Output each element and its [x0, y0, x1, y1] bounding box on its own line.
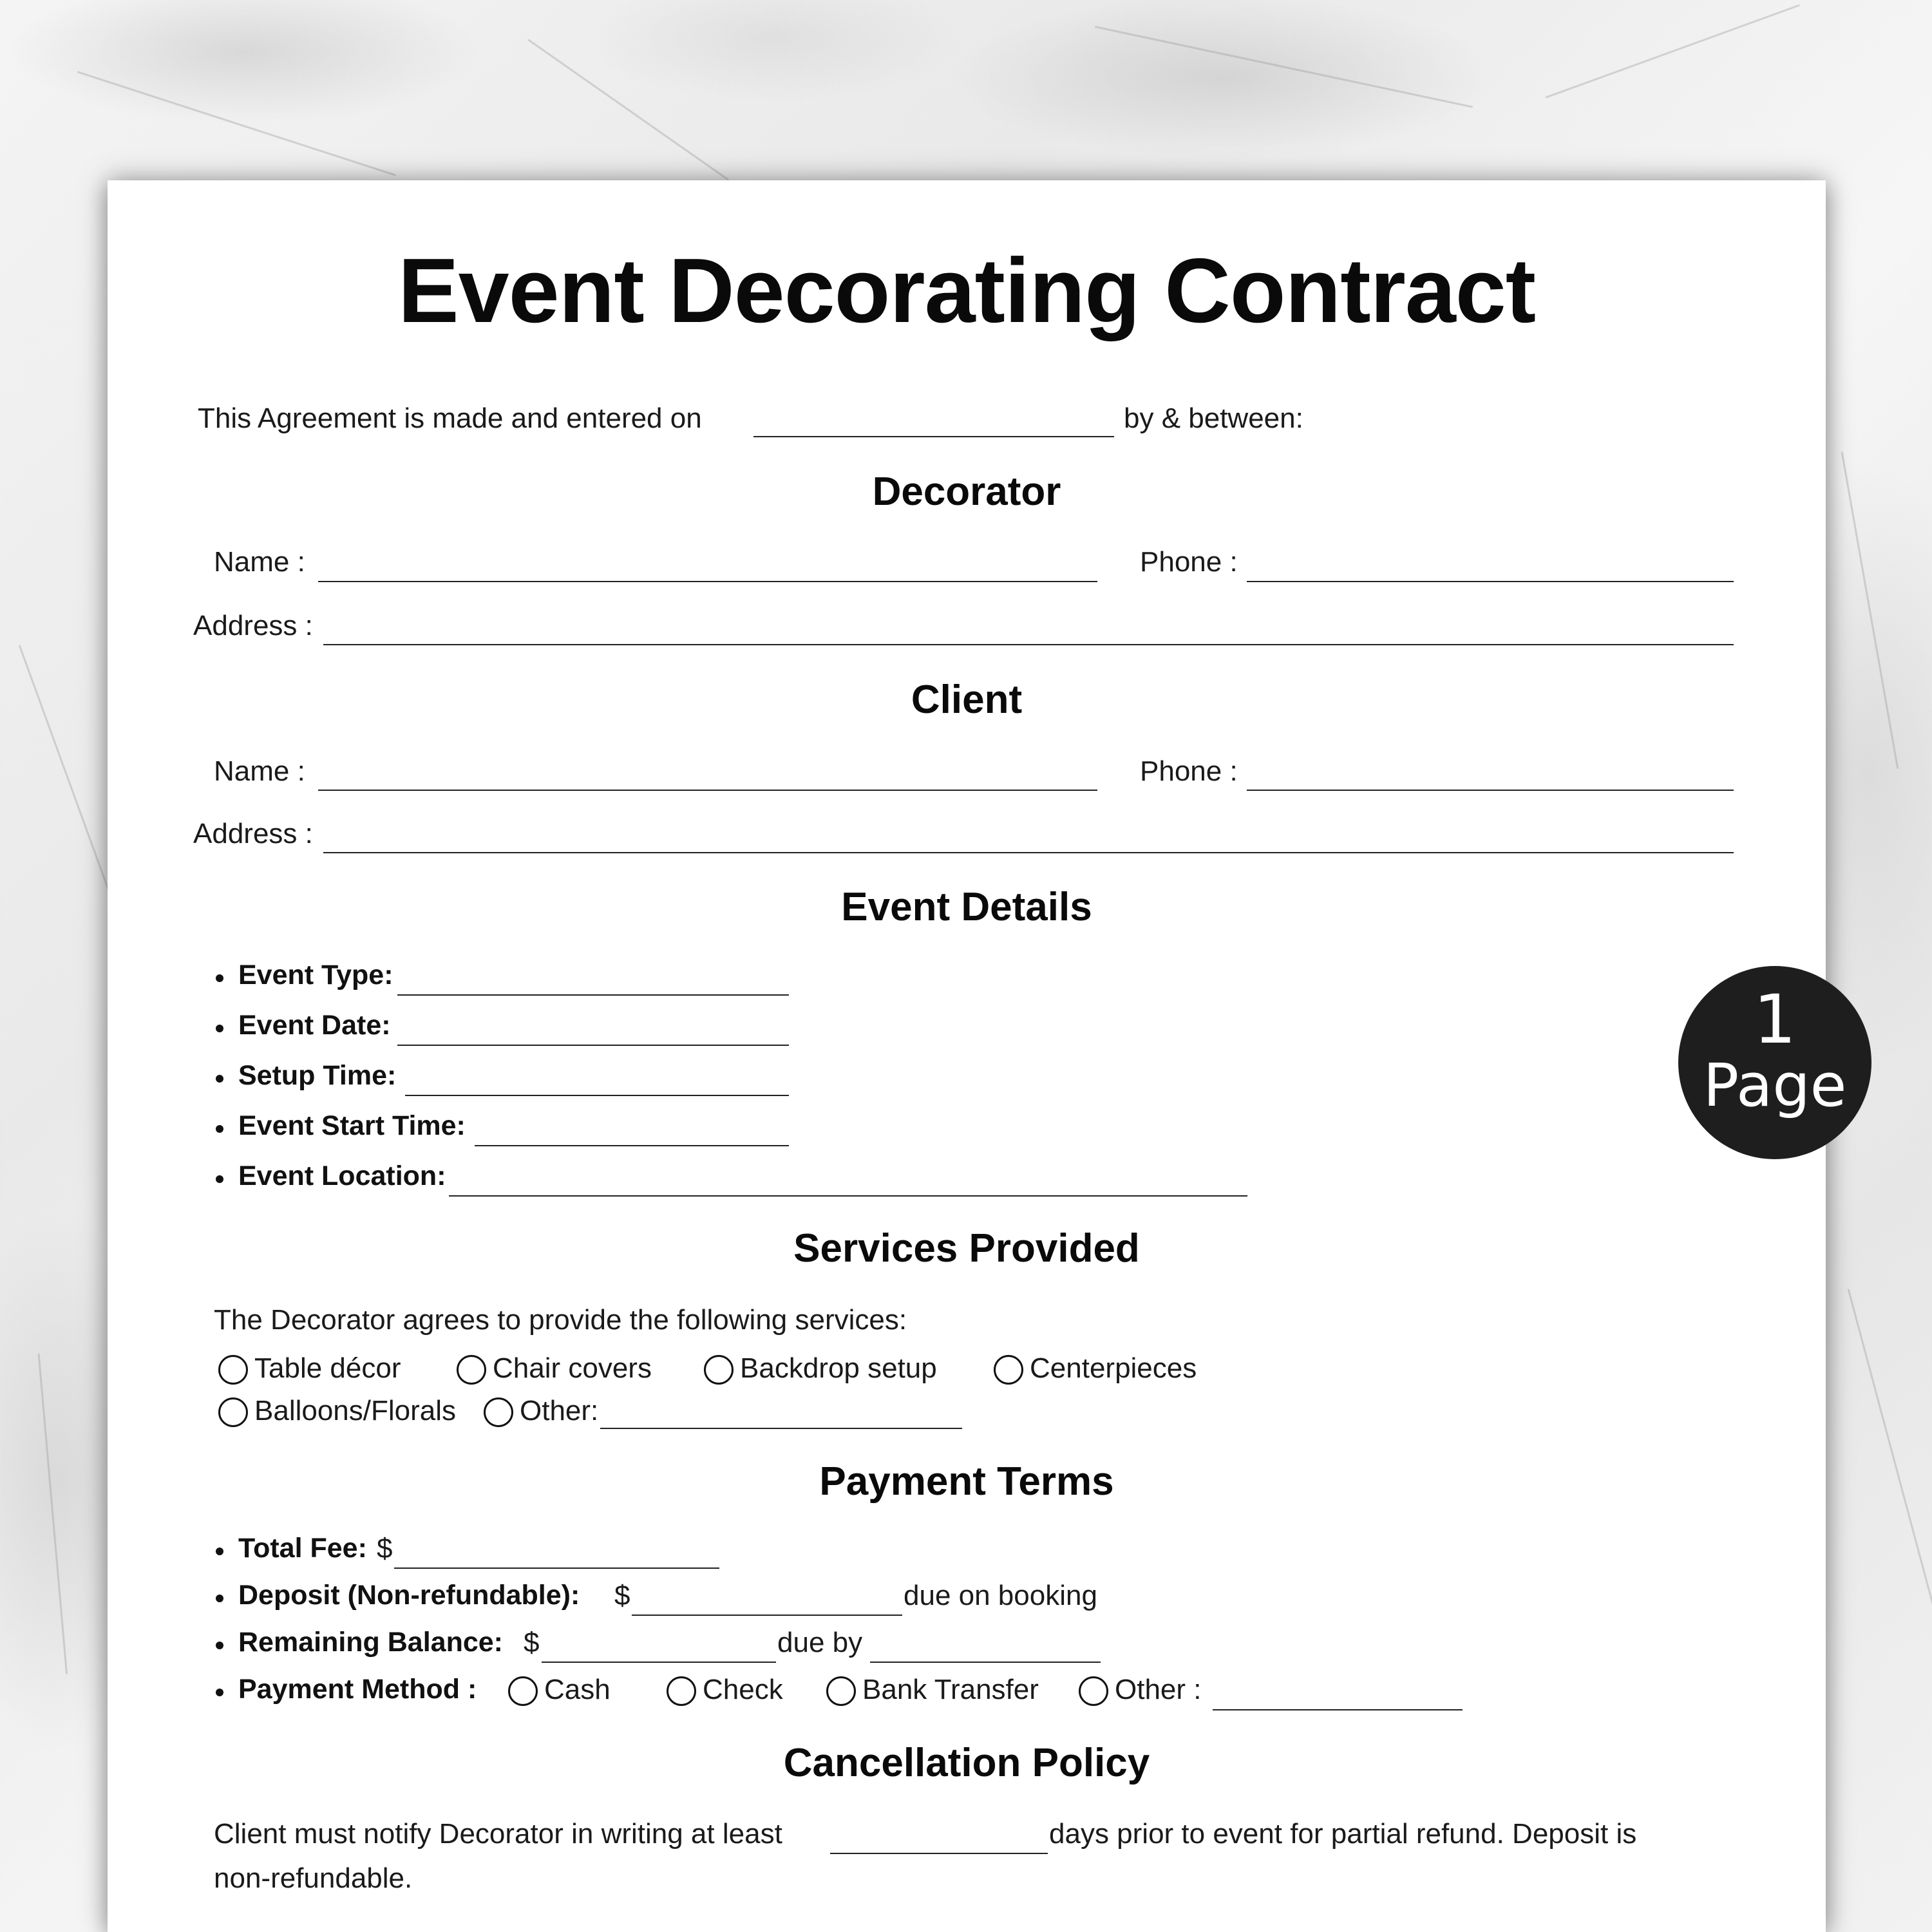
- total-fee-field[interactable]: [394, 1567, 719, 1569]
- service-table-decor-radio[interactable]: [218, 1355, 248, 1385]
- bullet: [216, 1689, 223, 1696]
- setup-time-field[interactable]: [405, 1095, 789, 1096]
- event-start-time-field[interactable]: [475, 1145, 789, 1146]
- service-other-radio[interactable]: [484, 1397, 513, 1427]
- event-location-field[interactable]: [449, 1195, 1247, 1197]
- total-fee-currency: $: [377, 1533, 393, 1564]
- contract-sheet: [108, 180, 1826, 1932]
- deposit-label: Deposit (Non-refundable):: [238, 1580, 580, 1611]
- marble-vein: [1841, 451, 1899, 769]
- service-centerpieces-radio[interactable]: [994, 1355, 1023, 1385]
- service-centerpieces-label: Centerpieces: [1030, 1352, 1197, 1384]
- payment-method-label: Payment Method :: [238, 1674, 477, 1705]
- services-heading: Services Provided: [793, 1226, 1140, 1271]
- intro-prefix: This Agreement is made and entered on: [198, 402, 702, 434]
- cancellation-heading: Cancellation Policy: [783, 1741, 1150, 1785]
- cancellation-text-line2: non-refundable.: [214, 1862, 413, 1894]
- event-date-field[interactable]: [397, 1045, 789, 1046]
- decorator-heading: Decorator: [872, 469, 1061, 514]
- page-count-number: 1: [1753, 980, 1797, 1059]
- marble-vein: [1095, 26, 1473, 108]
- total-fee-label: Total Fee:: [238, 1533, 367, 1564]
- cancellation-text-prefix: Client must notify Decorator in writing at least: [214, 1818, 782, 1850]
- decorator-name-label: Name :: [214, 546, 305, 578]
- remaining-due-by: due by: [777, 1627, 863, 1658]
- payment-cash-radio[interactable]: [508, 1676, 538, 1706]
- cancellation-text-suffix: days prior to event for partial refund. Deposit is: [1049, 1818, 1637, 1850]
- agreement-date-field[interactable]: [753, 436, 1114, 437]
- decorator-phone-field[interactable]: [1247, 581, 1734, 582]
- marble-vein: [1848, 1289, 1932, 1662]
- page-count-word: Page: [1703, 1051, 1847, 1120]
- client-name-label: Name :: [214, 755, 305, 787]
- services-intro: The Decorator agrees to provide the following services:: [214, 1304, 907, 1336]
- bullet: [216, 1595, 223, 1602]
- marble-vein: [527, 39, 729, 180]
- marble-vein: [38, 1353, 68, 1674]
- service-balloons-florals-radio[interactable]: [218, 1397, 248, 1427]
- event-location-label: Event Location:: [238, 1160, 446, 1191]
- bullet: [216, 1548, 223, 1555]
- bullet: [216, 974, 223, 982]
- service-balloons-florals-label: Balloons/Florals: [254, 1395, 457, 1426]
- cancellation-days-field[interactable]: [830, 1853, 1048, 1854]
- client-address-field[interactable]: [323, 852, 1734, 853]
- service-other-label: Other:: [520, 1395, 599, 1426]
- marble-vein: [77, 71, 396, 176]
- decorator-phone-label: Phone :: [1140, 546, 1238, 578]
- client-phone-field[interactable]: [1247, 790, 1734, 791]
- intro-suffix: by & between:: [1124, 402, 1303, 434]
- client-name-field[interactable]: [318, 790, 1097, 791]
- service-backdrop-setup-label: Backdrop setup: [740, 1352, 937, 1384]
- deposit-currency: $: [614, 1580, 630, 1611]
- event-date-label: Event Date:: [238, 1010, 391, 1041]
- bullet: [216, 1175, 223, 1183]
- payment-check-radio[interactable]: [667, 1676, 696, 1706]
- client-address-label: Address :: [193, 818, 313, 849]
- decorator-address-label: Address :: [193, 610, 313, 641]
- event-type-label: Event Type:: [238, 960, 393, 990]
- event-type-field[interactable]: [397, 994, 789, 996]
- payment-heading: Payment Terms: [819, 1459, 1114, 1504]
- remaining-due-date-field[interactable]: [870, 1662, 1101, 1663]
- payment-other-field[interactable]: [1213, 1709, 1463, 1710]
- payment-check-label: Check: [703, 1674, 783, 1705]
- remaining-balance-label: Remaining Balance:: [238, 1627, 503, 1658]
- bullet: [216, 1025, 223, 1032]
- bullet: [216, 1642, 223, 1649]
- decorator-address-field[interactable]: [323, 644, 1734, 645]
- marble-vein: [1545, 4, 1800, 98]
- deposit-due-on-booking: due on booking: [904, 1580, 1097, 1611]
- client-phone-label: Phone :: [1140, 755, 1238, 787]
- service-backdrop-setup-radio[interactable]: [704, 1355, 734, 1385]
- bullet: [216, 1075, 223, 1083]
- event-details-heading: Event Details: [841, 885, 1092, 929]
- bullet: [216, 1125, 223, 1133]
- client-heading: Client: [911, 677, 1023, 722]
- remaining-balance-field[interactable]: [542, 1662, 776, 1663]
- setup-time-label: Setup Time:: [238, 1060, 397, 1091]
- deposit-field[interactable]: [632, 1615, 902, 1616]
- payment-cash-label: Cash: [544, 1674, 611, 1705]
- payment-bank-transfer-radio[interactable]: [826, 1676, 856, 1706]
- page-count-badge: [1678, 966, 1871, 1159]
- service-table-decor-label: Table décor: [254, 1352, 401, 1384]
- payment-other-radio[interactable]: [1079, 1676, 1108, 1706]
- service-chair-covers-radio[interactable]: [457, 1355, 486, 1385]
- payment-other-label: Other :: [1115, 1674, 1202, 1705]
- event-start-time-label: Event Start Time:: [238, 1110, 466, 1141]
- decorator-name-field[interactable]: [318, 581, 1097, 582]
- document-title: Event Decorating Contract: [397, 240, 1536, 342]
- service-chair-covers-label: Chair covers: [493, 1352, 652, 1384]
- payment-bank-transfer-label: Bank Transfer: [862, 1674, 1039, 1705]
- remaining-currency: $: [524, 1627, 540, 1658]
- service-other-field[interactable]: [600, 1428, 962, 1429]
